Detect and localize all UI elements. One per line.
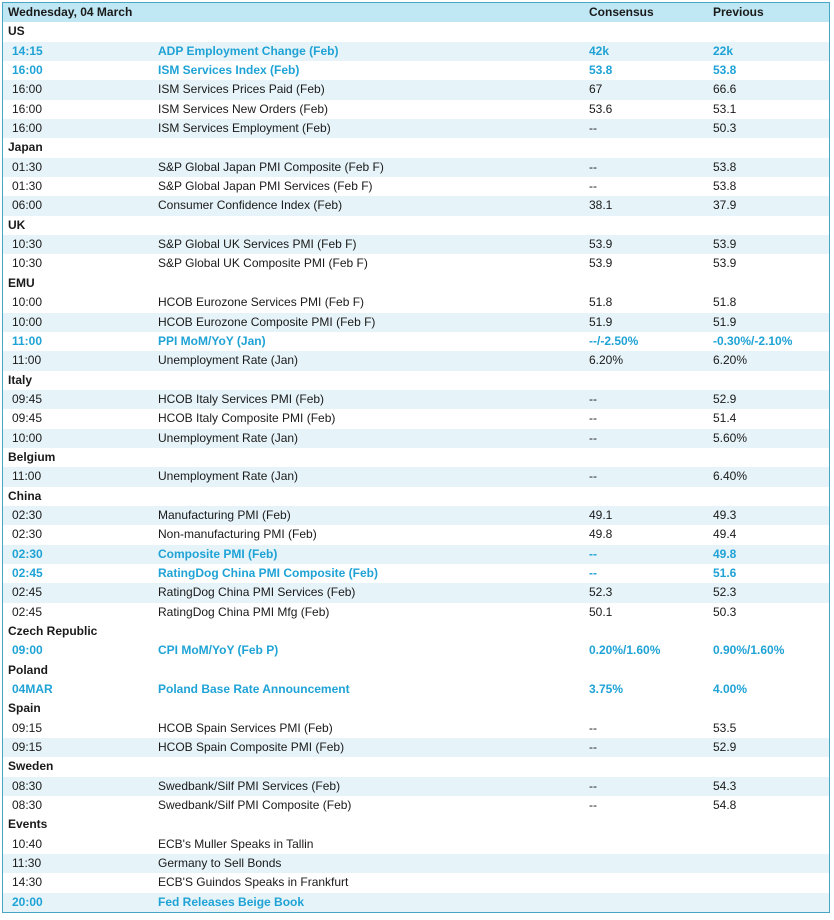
calendar-header-row [3,3,829,22]
event-row [3,332,829,351]
region-name: Poland [8,662,49,677]
consensus-value: 67 [589,82,603,97]
previous-value: 54.8 [713,798,737,813]
region-header-row [3,216,829,235]
event-name: RatingDog China PMI Composite (Feb) [158,565,378,580]
consensus-value: -- [589,565,597,580]
consensus-value: 3.75% [589,682,624,697]
consensus-value: -- [589,411,597,426]
event-row [3,351,829,370]
event-row [3,158,829,177]
region-name: Spain [8,701,41,716]
region-name: Sweden [8,759,54,774]
region-header-row [3,448,829,467]
previous-value: 53.8 [713,63,737,78]
event-row [3,796,829,815]
previous-value: 53.8 [713,159,737,174]
event-name: ECB's Muller Speaks in Tallin [158,836,314,851]
event-name: HCOB Italy Services PMI (Feb) [158,391,325,406]
event-name: ISM Services New Orders (Feb) [158,101,329,116]
event-row [3,680,829,699]
consensus-value: -- [589,798,597,813]
event-name: CPI MoM/YoY (Feb P) [158,643,279,658]
consensus-value: 49.8 [589,527,613,542]
event-row [3,719,829,738]
previous-value: 22k [713,43,734,58]
event-name: Composite PMI (Feb) [158,546,278,561]
event-name: RatingDog China PMI Services (Feb) [158,585,356,600]
event-name: ISM Services Prices Paid (Feb) [158,82,325,97]
region-header-row [3,622,829,641]
event-name: Unemployment Rate (Jan) [158,469,299,484]
event-name: RatingDog China PMI Mfg (Feb) [158,604,330,619]
event-row [3,313,829,332]
event-time: 02:45 [12,565,43,580]
previous-value: 66.6 [713,82,737,97]
event-row [3,777,829,796]
event-row [3,525,829,544]
event-time: 02:45 [12,604,43,619]
event-name: S&P Global Japan PMI Composite (Feb F) [158,159,384,174]
event-name: ADP Employment Change (Feb) [158,43,339,58]
consensus-value: -- [589,159,597,174]
event-row [3,506,829,525]
event-time: 11:30 [12,856,42,871]
event-time: 02:30 [12,546,43,561]
previous-value: 50.3 [713,121,737,136]
previous-value: 54.3 [713,778,737,793]
consensus-value: 50.1 [589,604,613,619]
event-time: 09:15 [12,720,43,735]
event-row [3,196,829,215]
consensus-column-header: Consensus [589,5,654,19]
previous-value: 52.9 [713,740,737,755]
previous-value: 51.8 [713,295,737,310]
event-name: HCOB Spain Composite PMI (Feb) [158,740,345,755]
event-name: Consumer Confidence Index (Feb) [158,198,343,213]
event-time: 08:30 [12,798,43,813]
region-name: Belgium [8,449,56,464]
region-name: Czech Republic [8,624,98,638]
consensus-value: 52.3 [589,585,613,600]
event-name: HCOB Eurozone Services PMI (Feb F) [158,295,365,310]
event-name: HCOB Italy Composite PMI (Feb) [158,411,336,426]
consensus-value: 38.1 [589,198,613,213]
previous-value: 51.6 [713,565,737,580]
consensus-value: 53.8 [589,63,613,78]
previous-value: 53.9 [713,237,737,252]
event-name: ECB'S Guindos Speaks in Frankfurt [158,875,349,890]
event-name: S&P Global UK Composite PMI (Feb F) [158,256,368,271]
region-name: Italy [8,372,33,387]
event-time: 10:30 [12,237,43,252]
previous-value: 37.9 [713,198,737,213]
event-name: Manufacturing PMI (Feb) [158,507,291,522]
previous-value: 53.5 [713,720,737,735]
event-time: 08:30 [12,778,43,793]
previous-value: 51.4 [713,411,737,426]
event-name: Swedbank/Silf PMI Composite (Feb) [158,798,352,813]
event-time: 01:30 [12,179,43,194]
event-time: 14:15 [12,43,43,58]
consensus-value: 51.8 [589,295,613,310]
event-row [3,409,829,428]
event-time: 11:00 [12,469,42,484]
consensus-value: -- [589,720,597,735]
event-row [3,893,829,912]
event-row [3,873,829,892]
previous-value: 53.9 [713,256,737,271]
event-name: Poland Base Rate Announcement [158,682,350,697]
event-time: 02:30 [12,507,43,522]
event-time: 09:45 [12,391,43,406]
event-time: 11:00 [12,353,42,368]
event-time: 11:00 [12,333,43,348]
region-header-row [3,274,829,293]
previous-value: 53.8 [713,179,737,194]
event-row [3,254,829,273]
event-name: ISM Services Employment (Feb) [158,121,331,136]
event-row [3,235,829,254]
event-time: 16:00 [12,63,43,78]
event-row [3,583,829,602]
previous-value: 49.4 [713,527,737,542]
consensus-value: --/-2.50% [589,333,639,348]
event-row [3,603,829,622]
event-row [3,42,829,61]
previous-value: 49.3 [713,507,737,522]
event-row [3,835,829,854]
event-row [3,61,829,80]
region-header-row [3,757,829,776]
event-row [3,641,829,660]
region-header-row [3,371,829,390]
consensus-value: -- [589,430,597,445]
consensus-value: 53.6 [589,101,613,116]
event-row [3,293,829,312]
consensus-value: 51.9 [589,314,613,329]
region-header-row [3,815,829,834]
consensus-value: 6.20% [589,353,624,368]
previous-value: 52.9 [713,391,737,406]
consensus-value: -- [589,121,597,136]
event-time: 16:00 [12,101,43,116]
event-time: 09:00 [12,643,43,658]
event-time: 14:30 [12,875,43,890]
previous-value: 53.1 [713,101,737,116]
region-name: UK [8,217,26,232]
event-row [3,564,829,583]
consensus-value: 49.1 [589,507,613,522]
event-name: Fed Releases Beige Book [158,894,305,909]
previous-value: 6.40% [713,469,748,484]
consensus-value: 42k [589,43,610,58]
previous-value: 52.3 [713,585,737,600]
event-row [3,738,829,757]
previous-value: 49.8 [713,546,737,561]
region-name: Events [8,817,48,832]
event-name: PPI MoM/YoY (Jan) [158,333,266,348]
consensus-value: 53.9 [589,256,613,271]
event-time: 10:00 [12,430,43,445]
event-name: Germany to Sell Bonds [158,856,282,871]
event-time: 16:00 [12,121,43,136]
consensus-value: -- [589,469,597,484]
event-name: Non-manufacturing PMI (Feb) [158,527,317,542]
calendar-date: Wednesday, 04 March [8,5,133,19]
event-name: HCOB Eurozone Composite PMI (Feb F) [158,314,376,329]
region-header-row [3,22,829,41]
previous-value: 6.20% [713,353,748,368]
event-row [3,119,829,138]
region-header-row [3,138,829,157]
event-time: 10:00 [12,295,43,310]
economic-calendar [2,2,830,913]
event-row [3,854,829,873]
consensus-value: -- [589,778,597,793]
event-time: 09:45 [12,411,43,426]
calendar-rows [3,22,829,912]
event-row [3,390,829,409]
region-name: EMU [8,275,35,290]
previous-value: 50.3 [713,604,737,619]
previous-column-header: Previous [713,5,764,19]
previous-value: 4.00% [713,682,748,697]
region-header-row [3,487,829,506]
previous-value: -0.30%/-2.10% [713,333,793,348]
event-time: 06:00 [12,198,43,213]
event-name: S&P Global UK Services PMI (Feb F) [158,237,357,252]
event-name: Unemployment Rate (Jan) [158,353,299,368]
event-time: 10:30 [12,256,43,271]
previous-value: 0.90%/1.60% [713,643,785,658]
event-time: 01:30 [12,159,43,174]
event-row [3,545,829,564]
region-header-row [3,661,829,680]
consensus-value: -- [589,546,597,561]
event-time: 10:40 [12,836,43,851]
previous-value: 5.60% [713,430,748,445]
event-name: Unemployment Rate (Jan) [158,430,299,445]
event-name: HCOB Spain Services PMI (Feb) [158,720,333,735]
consensus-value: -- [589,179,597,194]
consensus-value: 53.9 [589,237,613,252]
event-name: Swedbank/Silf PMI Services (Feb) [158,778,341,793]
event-time: 02:45 [12,585,43,600]
previous-value: 51.9 [713,314,737,329]
consensus-value: 0.20%/1.60% [589,643,661,658]
event-name: ISM Services Index (Feb) [158,63,300,78]
region-name: Japan [8,140,43,155]
region-name: China [8,488,42,503]
event-row [3,467,829,486]
event-time: 02:30 [12,527,43,542]
event-row [3,100,829,119]
event-time: 09:15 [12,740,43,755]
event-row [3,80,829,99]
event-row [3,429,829,448]
event-row [3,177,829,196]
event-time: 20:00 [12,894,43,909]
event-time: 10:00 [12,314,43,329]
event-time: 04MAR [12,682,53,697]
region-header-row [3,699,829,718]
event-name: S&P Global Japan PMI Services (Feb F) [158,179,373,194]
consensus-value: -- [589,740,597,755]
consensus-value: -- [589,391,597,406]
event-time: 16:00 [12,82,43,97]
region-name: US [8,24,25,39]
